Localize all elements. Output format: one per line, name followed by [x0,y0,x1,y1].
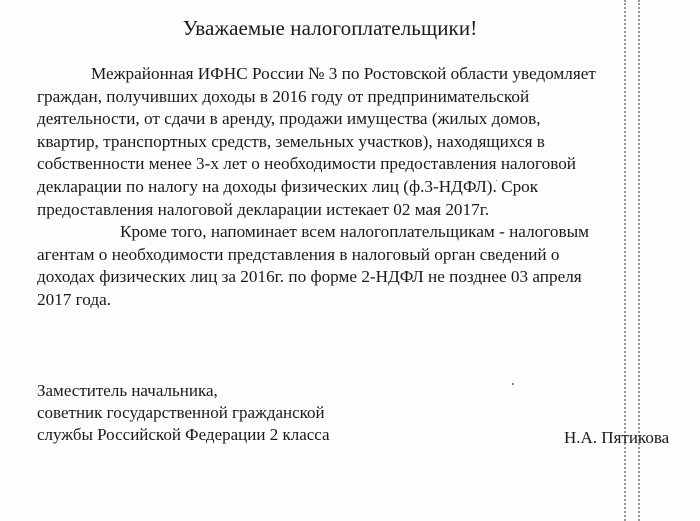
signature-position-line: Заместитель начальника, [37,381,218,400]
paragraph-1-line: декларации по налогу на доходы физических лиц (ф.3-НДФЛ). Срок [37,176,539,196]
paragraph-2-line: 2017 года. [37,289,112,309]
signature-position [37,380,637,446]
paragraph-1-line: квартир, транспортных средств, земельных участков), находящихся в [37,131,545,151]
paragraph-1-line: предоставления налоговой декларации истекает 02 мая 2017г. [37,199,490,219]
signature-position-line: советник государственной гражданской [37,403,325,422]
signature-position-line: службы Российской Федерации 2 класса [37,425,330,444]
paragraph-1-line: собственности менее 3-х лет о необходимости предоставления налоговой [37,154,576,174]
paragraph-1-line: граждан, получивших доходы в 2016 году от предпринимательской [37,86,530,106]
paragraph-1-line: деятельности, от сдачи в аренду, продажи имущества (жилых домов, [37,109,541,129]
paragraph-2-line: доходах физических лиц за 2016г. по форме 2-НДФЛ не позднее 03 апреля [37,267,582,287]
document-title: Уважаемые налогоплательщики! [182,16,478,40]
paragraph-2-line: агентам о необходимости представления в налоговый орган сведений о [37,244,560,264]
document-body [37,63,617,312]
paragraph-2-line: Кроме того, напоминает всем налогоплательщикам - налоговым [120,222,589,242]
signatory-name: Н.А. Пятикова [564,428,670,447]
paragraph-1-line: Межрайонная ИФНС России № 3 по Ростовской области уведомляет [91,64,596,83]
